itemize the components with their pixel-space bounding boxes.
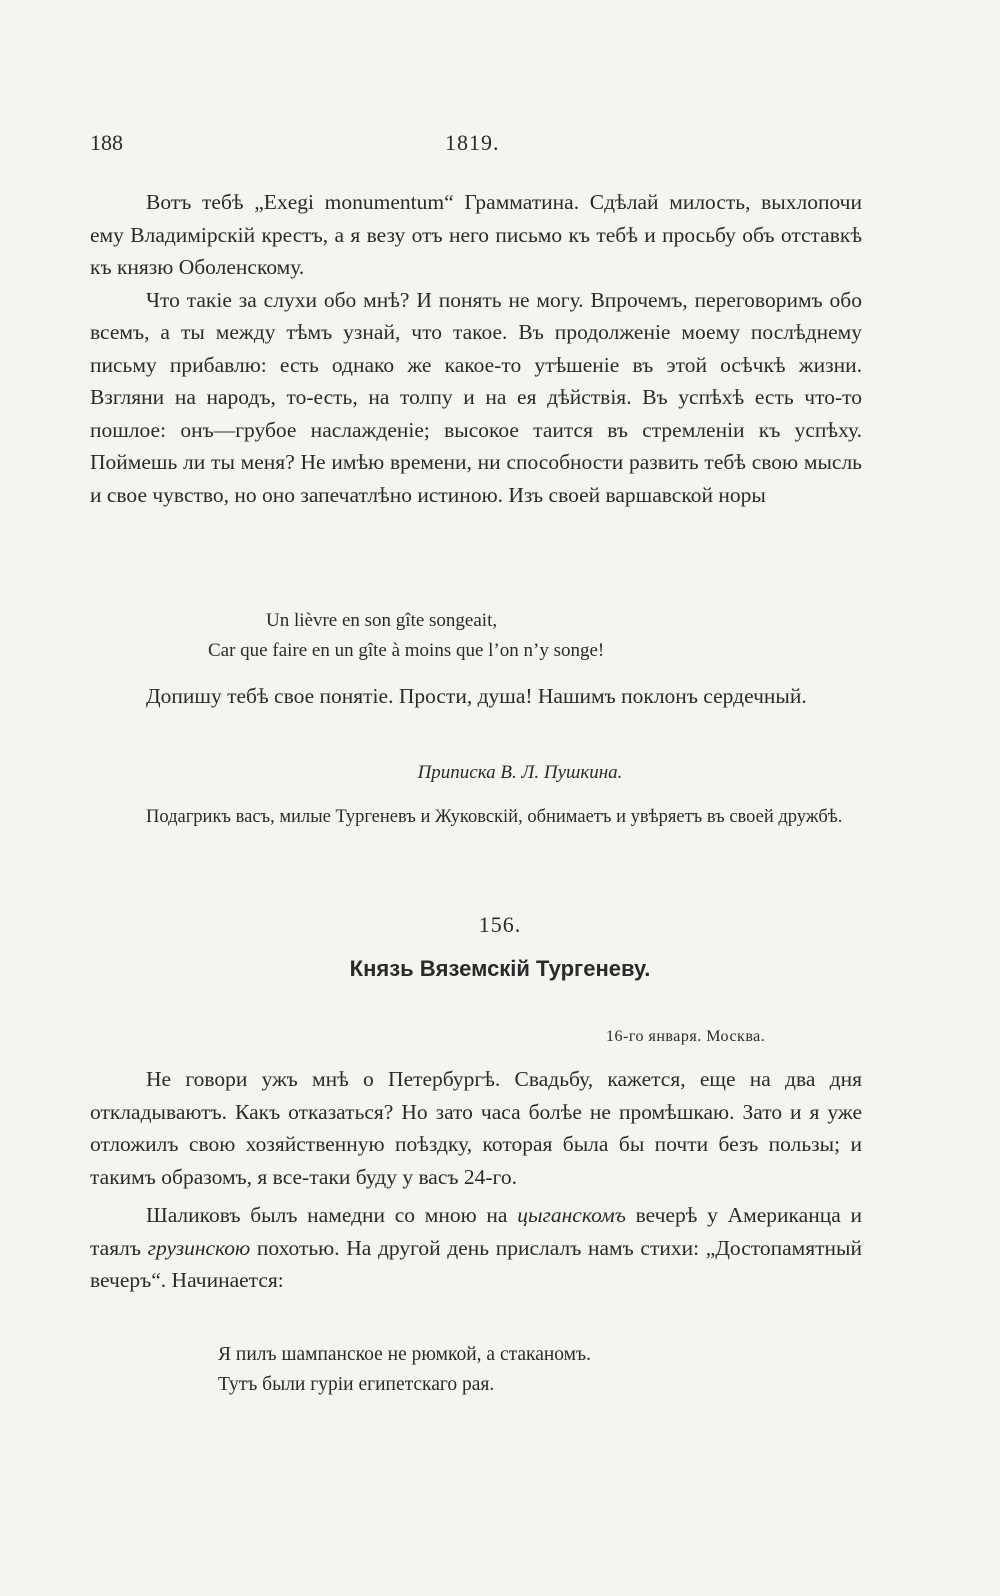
letter-156-paragraph-2 — [90, 1199, 862, 1297]
page-header — [90, 130, 870, 170]
letter-155-paragraph-1: Вотъ тебѣ „Exegi monumentum“ Грамматина. Сдѣлай милость, выхлопочи ему Владимірскій крестъ, а я везу отъ него письмо къ тебѣ и просьбу объ отставкѣ къ князю Оболенскому. — [90, 190, 862, 279]
letter-155-body — [90, 186, 862, 511]
italic-word: грузинскою — [147, 1235, 251, 1260]
running-head-year: 1819. — [445, 130, 500, 155]
postscript-text: Подагрикъ васъ, милые Тургеневъ и Жуковскій, обнимаетъ и увѣряетъ въ своей дружбѣ. — [146, 807, 843, 827]
postscript-body — [90, 804, 862, 831]
postscript-heading: Приписка В. Л. Пушкина. — [417, 762, 623, 783]
page-number: 188 — [90, 130, 123, 155]
russian-verse-quote — [218, 1340, 818, 1400]
verse-line: Я пилъ шампанское не рюмкой, а стаканомъ. — [218, 1344, 591, 1365]
french-verse-quote — [90, 606, 870, 666]
letter-155-paragraph-2: Что такіе за слухи обо мнѣ? И понять не могу. Впрочемъ, переговоримъ обо всемъ, а ты между тѣмъ узнай, что такое. Въ продолженіе моему послѣднему письму прибавлю: есть однако же какое-то утѣшеніе въ этой осѣчкѣ жизни. Взгляни на народъ, то-есть, на толпу и на ея дѣйствія. Въ успѣхѣ есть что-то пошлое: онъ—грубое наслажденіе; высокое таится въ стремленіи къ успѣху. Поймешь ли ты меня? Не имѣю времени, ни способности развить тебѣ свою мысль и свое чувство, но оно запечатлѣно истиною. Изъ своей варшавской норы — [90, 287, 862, 507]
text-run: похотью. На другой день прислалъ намъ стихи: „Достопамятный вечеръ“. Начинается: — [90, 1235, 863, 1292]
letter-title: Князь Вяземскій Тургеневу. — [349, 956, 651, 981]
letter-156-paragraph-1: Не говори ужъ мнѣ о Петербургѣ. Свадьбу, кажется, еще на два дня откладываютъ. Какъ отказаться? Но зато часа болѣе не промѣшкаю. Зато и я уже отложилъ свою хозяйственную поѣздку, которая была бы почти безъ пользы; и такимъ образомъ, я все-таки буду у васъ 24-го. — [90, 1067, 862, 1189]
verse-line: Un lièvre en son gîte songeait, — [266, 610, 498, 631]
letter-155-paragraph-3: Допишу тебѣ свое понятіе. Прости, душа! Нашимъ поклонъ сердечный. — [146, 684, 807, 708]
text-run: вечерѣ у Американца и таялъ — [90, 1203, 863, 1260]
verse-line: Тутъ были гуріи египетскаго рая. — [218, 1374, 495, 1395]
italic-word: цыганскомъ — [517, 1203, 626, 1227]
letter-dateline: 16-го января. Москва. — [606, 1028, 766, 1045]
letter-number: 156. — [478, 912, 522, 937]
verse-line: Car que faire en un gîte à moins que l’on n’y songe! — [208, 640, 605, 661]
letter-156-body — [90, 1063, 862, 1297]
text-run: Шаликовъ былъ намедни со мною на — [146, 1203, 518, 1227]
letter-155-closing — [90, 680, 862, 713]
